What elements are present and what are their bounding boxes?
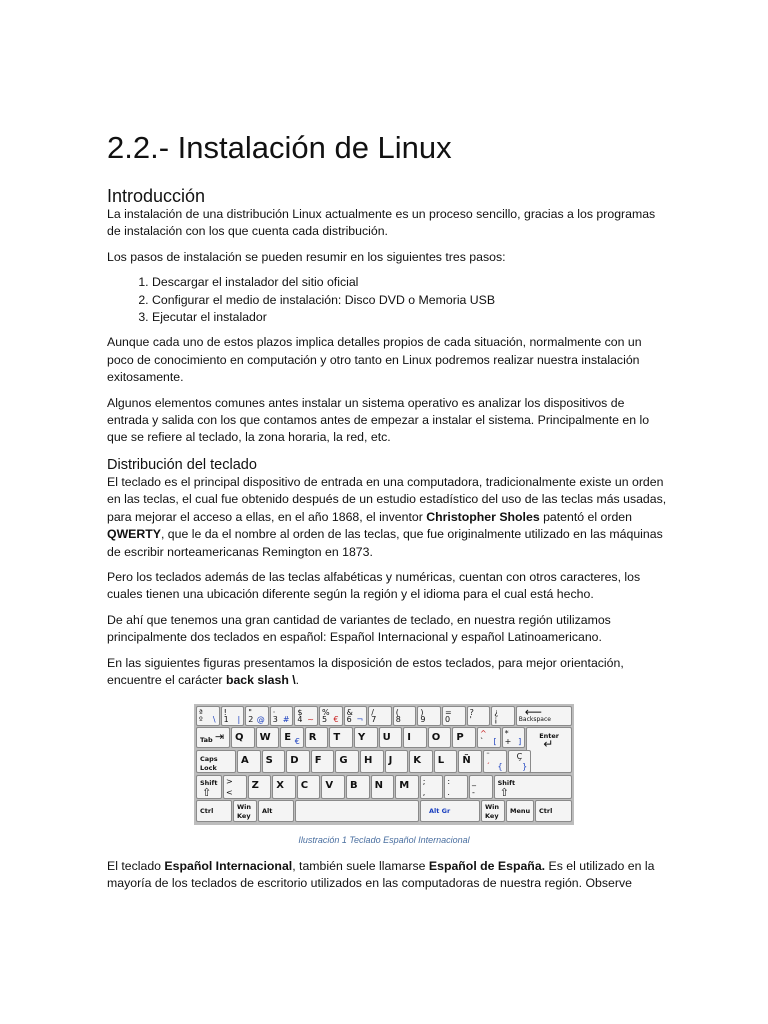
key — [270, 706, 294, 726]
key — [385, 750, 409, 773]
key — [379, 727, 403, 748]
right-ctrl-key — [535, 800, 572, 822]
key — [335, 750, 359, 773]
key — [442, 706, 466, 726]
key-label: Win Key — [237, 803, 252, 820]
menu-key — [506, 800, 534, 822]
spacebar-key — [295, 800, 419, 822]
key — [403, 727, 427, 748]
key-char: 8 — [395, 715, 401, 724]
key-char: D — [290, 755, 299, 766]
key — [329, 727, 353, 748]
key-char: 3 — [272, 715, 278, 724]
intro-paragraph-3: Aunque cada uno de estos plazos implica detalles propios de cada situación, normalmente con un poco de conocimiento en computación y otro tanto en Linux podremos realizar nuestra instalación exitosamente. — [107, 335, 642, 385]
document-body — [107, 128, 667, 697]
key-char: V — [325, 780, 334, 791]
key-char: Y — [358, 732, 366, 743]
key-label: Alt — [262, 807, 273, 815]
left-win-key — [233, 800, 257, 822]
key-char: G — [339, 755, 348, 766]
key — [458, 750, 482, 773]
key-char: X — [276, 780, 284, 791]
key — [231, 727, 255, 748]
list-item: 2. Configurar el medio de instalación: Disco DVD o Memoria USB — [152, 292, 667, 309]
key-altgr-char: | — [237, 715, 241, 724]
text-run: , que le da el nombre al orden de las teclas, que fue originalmente utilizado en las máquinas de escribir norteamericanas Remington en 1873. — [107, 527, 663, 559]
intro-paragraph-2: Los pasos de instalación se pueden resumir en los siguientes tres pasos: — [107, 249, 506, 264]
key-char: U — [382, 732, 391, 743]
key-char: T — [333, 732, 341, 743]
key-altgr-char: ¬ — [356, 715, 364, 724]
key-shift-char: ( — [395, 708, 399, 717]
shift-arrow-icon: ⇧ — [202, 786, 212, 799]
key-char: 1 — [223, 715, 229, 724]
key-char: R — [308, 732, 317, 743]
intro-paragraph-1: La instalación de una distribución Linux actualmente es un proceso sencillo, gracias a los programas de instalación con los que cuenta cada distribución. — [107, 207, 656, 239]
caps-lock-key — [196, 750, 236, 773]
key-shift-char: ¨ — [486, 752, 490, 761]
key-char: 6 — [346, 715, 352, 724]
key-shift-char: $ — [297, 708, 303, 717]
key — [483, 750, 507, 773]
key-shift-char: % — [322, 708, 330, 717]
key-char: Z — [251, 780, 259, 791]
install-steps-list — [107, 274, 667, 326]
keyboard-heading: Distribución del teclado — [107, 456, 257, 473]
key-label: Tab — [200, 736, 213, 744]
key-char: F — [314, 755, 322, 766]
key — [223, 775, 247, 799]
enter-arrow-icon: ↵ — [543, 737, 554, 751]
alt-gr-key — [420, 800, 480, 822]
left-ctrl-key — [196, 800, 232, 822]
keyboard-paragraph-1 — [107, 474, 667, 561]
key — [428, 727, 452, 748]
key-char: P — [456, 732, 464, 743]
term-espanol-espana: Español de España. — [428, 859, 546, 873]
key-char: - — [472, 788, 475, 797]
key-altgr-char: ] — [518, 737, 522, 746]
text-run: . — [295, 672, 300, 687]
key-char: ´ — [486, 762, 490, 771]
key — [297, 775, 321, 799]
key-label: Shift — [200, 779, 218, 787]
key-char: Ç — [516, 752, 523, 761]
right-win-key — [481, 800, 505, 822]
term-espanol-internacional: Español Internacional — [164, 859, 293, 873]
left-shift-key — [196, 775, 222, 799]
key-char: K — [413, 755, 421, 766]
key — [321, 775, 345, 799]
closing-paragraph-block — [107, 858, 667, 901]
text-run: Es el utilizado en la mayoría de los teclados de escritorio utilizados en las computadoras de nuestra región. Observe — [107, 859, 655, 891]
key — [444, 775, 468, 799]
key — [469, 775, 493, 799]
key-char: 5 — [322, 715, 328, 724]
key-char: Q — [235, 732, 244, 743]
key-shift-char: = — [445, 708, 452, 717]
key-char: J — [388, 755, 393, 766]
key-char: 9 — [420, 715, 426, 724]
key — [346, 775, 370, 799]
key-char: , — [422, 788, 426, 797]
key — [452, 727, 476, 748]
key-label: Menu — [510, 807, 531, 815]
key-char: M — [399, 780, 410, 791]
text-run: patentó el orden — [539, 509, 632, 524]
key-char: < — [226, 788, 233, 797]
key — [305, 727, 329, 748]
list-item: 3. Ejecutar el instalador — [152, 309, 667, 326]
text-run: El teclado — [107, 859, 165, 873]
intro-paragraph-4: Algunos elementos comunes antes instalar un sistema operativo es analizar los dispositivos de entrada y salida con los que contamos antes de empezar a instalar el sistema. Principalmente en lo que se refiere al teclado, la zona horaria, la red, etc. — [107, 395, 650, 445]
key-shift-char: ª — [199, 708, 203, 717]
tab-key — [196, 727, 230, 748]
key — [272, 775, 296, 799]
backspace-key — [516, 706, 572, 726]
key-shift-char: ? — [469, 708, 474, 717]
key-char: º — [199, 715, 203, 724]
key-shift-char: ¿ — [494, 708, 499, 717]
key — [502, 727, 526, 748]
key — [294, 706, 318, 726]
key-label: Enter — [539, 732, 559, 740]
key — [237, 750, 261, 773]
key-char: 0 — [445, 715, 451, 724]
intro-heading: Introducción — [107, 186, 206, 206]
key-shift-char: _ — [472, 777, 476, 786]
key — [395, 775, 419, 799]
key-char: ¡ — [494, 715, 498, 724]
keyboard-illustration — [194, 704, 574, 825]
key — [248, 775, 272, 799]
key — [354, 727, 378, 748]
key — [508, 750, 532, 773]
key-label: Win Key — [485, 803, 500, 820]
key — [409, 750, 433, 773]
key — [477, 727, 501, 748]
text-run: El teclado es el principal dispositivo de entrada en una computadora, tradicionalmente existe un orden en las teclas, el cual fue obtenido después de un estudio estadístico del uso de las teclas más usadas, para mejorar el acceso a ellas, en el año 1868, el inventor — [107, 474, 667, 524]
inventor-name: Christopher Sholes — [426, 509, 540, 524]
enter-key — [526, 727, 572, 773]
key — [420, 775, 444, 799]
key-char: Ñ — [462, 755, 471, 766]
key — [256, 727, 280, 748]
key-char: + — [504, 737, 512, 746]
keyboard-paragraph-2: Pero los teclados además de las teclas alfabéticas y numéricas, cuentan con otros caracteres, los cuales tienen una ubicación diferente según la región y el idioma para el cual está hecho. — [107, 569, 641, 602]
key — [467, 706, 491, 726]
key — [286, 750, 310, 773]
key-shift-char: & — [346, 708, 353, 717]
key-char: 4 — [297, 715, 303, 724]
backslash-term: back slash \ — [225, 672, 296, 687]
key-shift-char: ) — [420, 708, 424, 717]
key-char: H — [364, 755, 373, 766]
key-char: O — [431, 732, 441, 743]
key-altgr-char: € — [294, 737, 300, 746]
key-shift-char: > — [226, 777, 233, 786]
key — [311, 750, 335, 773]
key-shift-char: ! — [223, 708, 227, 717]
key — [319, 706, 343, 726]
key-char: ' — [469, 715, 472, 724]
key-char: I — [407, 732, 411, 743]
text-run: En las siguientes figuras presentamos la disposición de estos teclados, para mejor orientación, encuentre el carácter — [107, 655, 624, 687]
list-item: 1. Descargar el instalador del sitio oficial — [152, 274, 667, 291]
key-altgr-char: { — [497, 762, 503, 771]
key-shift-char: / — [371, 708, 374, 717]
key-label: Caps Lock — [200, 755, 218, 772]
key-label: Backspace — [518, 716, 551, 723]
key — [245, 706, 269, 726]
backspace-arrow-icon: ⟵ — [524, 705, 542, 719]
key-char: L — [437, 755, 445, 766]
key-shift-char: ; — [422, 777, 426, 786]
page-title: 2.2.- Instalación de Linux — [107, 130, 452, 165]
key-altgr-char: # — [282, 715, 290, 724]
key-altgr-char: ~ — [307, 715, 314, 724]
key — [280, 727, 304, 748]
figure-caption: Ilustración 1 Teclado Español Internacional — [298, 835, 470, 845]
key — [393, 706, 417, 726]
keyboard-paragraph-4 — [107, 655, 667, 690]
key-char: N — [374, 780, 383, 791]
key-altgr-char: \ — [212, 715, 216, 724]
key-altgr-char: @ — [256, 715, 265, 724]
keyboard-paragraph-5 — [107, 858, 667, 893]
key-char: B — [350, 780, 358, 791]
key-shift-char: : — [447, 777, 451, 786]
text-run: , también suele llamarse — [292, 859, 429, 873]
key-char: E — [284, 732, 292, 743]
key — [368, 706, 392, 726]
key-label: Alt Gr — [429, 807, 451, 815]
key-altgr-char: } — [522, 762, 528, 771]
key-shift-char: " — [248, 708, 252, 717]
qwerty-term: QWERTY — [107, 527, 161, 542]
key — [262, 750, 286, 773]
right-shift-key — [494, 775, 572, 799]
key-label: Shift — [497, 779, 516, 787]
key-char: 7 — [371, 715, 377, 724]
keyboard-paragraph-3: De ahí que tenemos una gran cantidad de variantes de teclado, en nuestra región utilizamos principalmente dos teclados en español: Español Internacional y español Latinoamericano. — [107, 612, 611, 645]
tab-arrow-icon: ⇥ — [215, 730, 225, 743]
key — [434, 750, 458, 773]
key — [196, 706, 220, 726]
key-char: S — [265, 755, 273, 766]
keyboard-image — [194, 704, 574, 825]
key-label: Ctrl — [200, 807, 214, 815]
key-char: ` — [480, 737, 484, 746]
key — [371, 775, 395, 799]
key-char: . — [447, 788, 450, 797]
key — [491, 706, 515, 726]
key-shift-char: ^ — [480, 729, 487, 738]
key-shift-char: · — [272, 708, 276, 717]
key — [360, 750, 384, 773]
alt-key — [258, 800, 294, 822]
shift-arrow-icon: ⇧ — [499, 786, 509, 799]
key-altgr-char: [ — [493, 737, 497, 746]
key-label: Ctrl — [539, 807, 553, 815]
key-shift-char: * — [504, 729, 509, 738]
key-char: W — [259, 732, 271, 743]
key — [417, 706, 441, 726]
key — [221, 706, 245, 726]
key-char: 2 — [248, 715, 254, 724]
key-char: A — [241, 755, 249, 766]
key-altgr-char: € — [333, 715, 339, 724]
key-char: C — [300, 780, 309, 791]
key — [344, 706, 368, 726]
